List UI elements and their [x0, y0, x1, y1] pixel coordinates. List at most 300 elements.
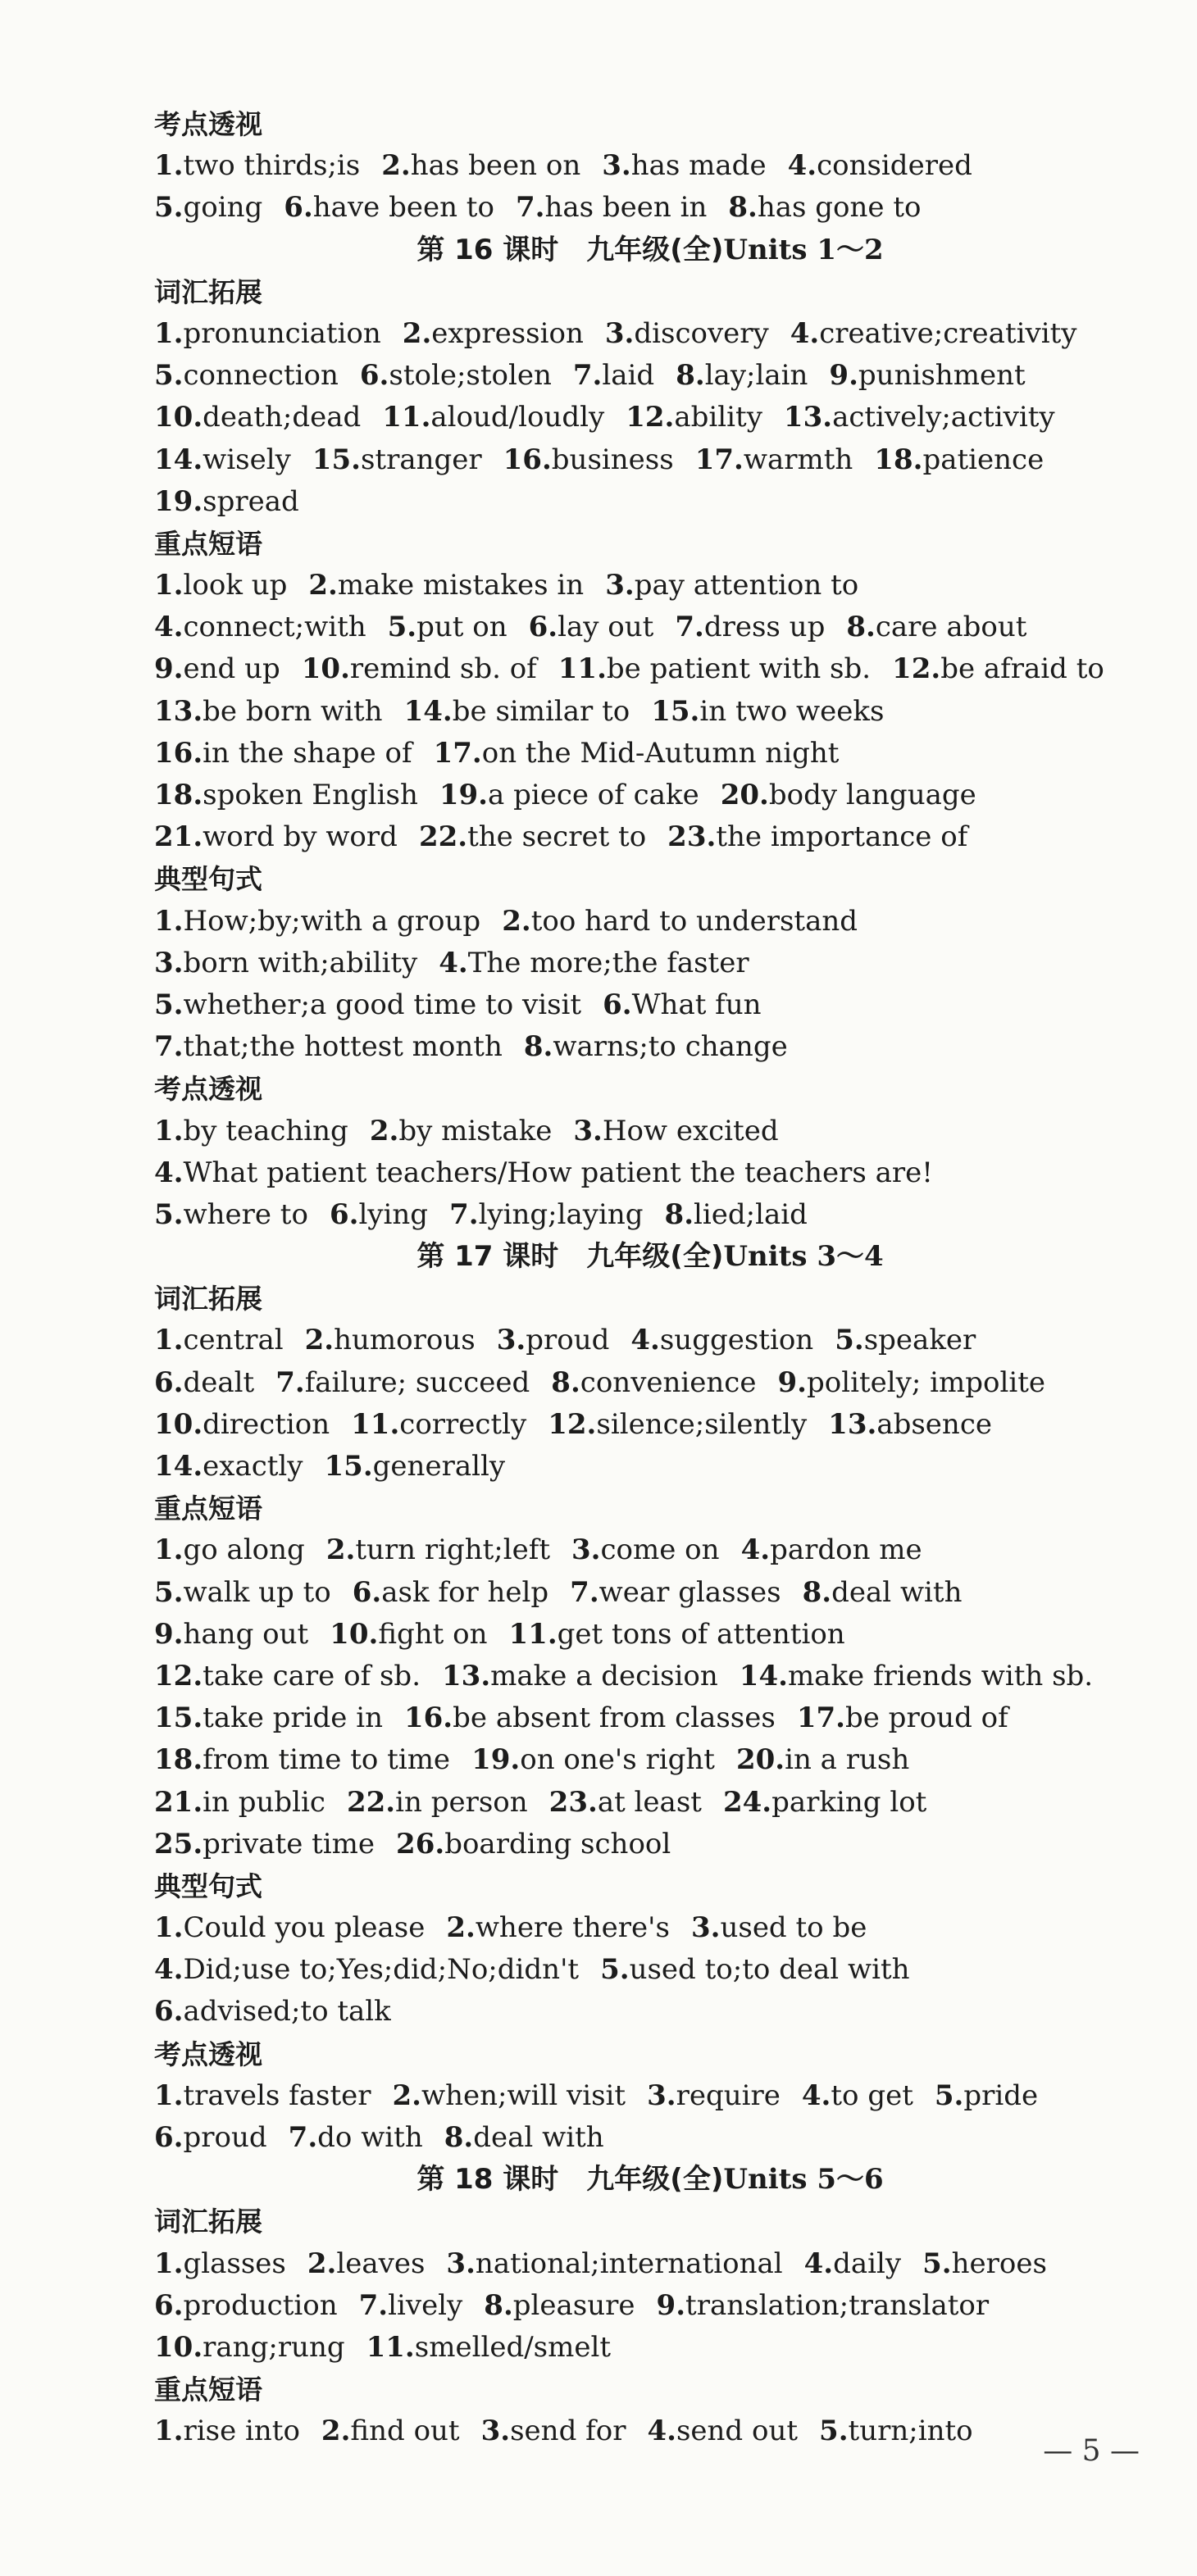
answer-text: warmth — [743, 443, 853, 476]
answer-item — [803, 1576, 963, 1609]
answer-item — [154, 2289, 338, 2322]
answer-number: 5. — [922, 2247, 952, 2280]
answer-item — [330, 1198, 428, 1231]
answer-text: by teaching — [183, 1114, 348, 1147]
answer-line — [154, 2075, 1179, 2117]
answer-item — [154, 149, 360, 182]
answer-number: 3. — [571, 1533, 601, 1567]
answer-number: 4. — [154, 1156, 184, 1189]
answer-text: dress up — [703, 611, 826, 644]
answer-item — [154, 1450, 303, 1483]
answer-line — [154, 691, 1179, 733]
answer-item — [647, 2415, 798, 2447]
answer-text: rang;rung — [203, 2330, 345, 2364]
answer-number: 3. — [602, 149, 631, 183]
answer-number: 3. — [496, 1324, 526, 1357]
answer-item — [353, 1576, 548, 1609]
answer-text: lay out — [558, 611, 654, 644]
answer-item — [548, 1408, 807, 1441]
answer-item — [651, 695, 884, 728]
answer-number: 1. — [154, 149, 184, 183]
answer-item — [549, 1786, 702, 1819]
answer-number: 5. — [154, 1197, 184, 1231]
answer-number: 3. — [573, 1114, 603, 1147]
answer-text: body language — [768, 779, 976, 811]
answer-text: suggestion — [659, 1324, 814, 1357]
answer-text: creative;creativity — [819, 316, 1077, 350]
answer-number: 5. — [387, 611, 417, 644]
answer-text: connect;with — [183, 611, 366, 644]
answer-text: How excited — [602, 1114, 779, 1147]
answer-number: 10. — [154, 401, 203, 434]
answer-text: central — [183, 1324, 284, 1357]
answer-text: convenience — [580, 1365, 757, 1399]
answer-number: 19. — [154, 484, 203, 518]
answer-line — [154, 775, 1179, 816]
answer-number: 2. — [369, 1114, 399, 1147]
answer-text: at least — [597, 1785, 702, 1819]
section-heading: 词汇拓展 — [154, 2206, 262, 2238]
answer-item — [154, 1953, 579, 1986]
answer-item — [516, 191, 707, 224]
answer-item — [804, 2247, 902, 2280]
answer-number: 6. — [352, 1575, 382, 1609]
lesson-title — [154, 1236, 1179, 1278]
answer-number: 4. — [790, 316, 820, 350]
answer-text: in person — [395, 1785, 528, 1819]
answer-text: has gone to — [757, 191, 922, 225]
answer-item — [381, 149, 580, 182]
answer-number: 7. — [572, 359, 603, 393]
answer-item — [419, 820, 646, 853]
answer-item — [728, 191, 921, 224]
answer-line — [154, 187, 1179, 229]
lesson-label: 第 17 课时 九年级(全) — [416, 1240, 724, 1274]
answer-text: heroes — [951, 2247, 1047, 2280]
answer-item — [404, 1701, 776, 1734]
answer-number: 7. — [570, 1575, 599, 1609]
answer-text: remind sb. of — [349, 652, 537, 686]
answer-item — [502, 905, 858, 938]
answer-text: turn right;left — [355, 1533, 550, 1567]
answer-line — [154, 565, 1179, 607]
answer-text: What patient teachers/How patient the teachers are! — [183, 1156, 933, 1189]
answer-text: by mistake — [398, 1114, 553, 1147]
answer-item — [308, 569, 584, 602]
answer-text: smelled/smelt — [414, 2330, 612, 2364]
answer-number: 13. — [154, 694, 203, 728]
answer-text: advised;to talk — [183, 1995, 391, 2029]
answer-item — [154, 1533, 305, 1566]
answer-number: 8. — [523, 1030, 553, 1064]
answer-item — [657, 2289, 990, 2322]
answer-number: 2. — [381, 149, 411, 183]
answer-item — [154, 611, 366, 643]
answer-text: be patient with sb. — [606, 652, 872, 686]
answer-item — [828, 1408, 992, 1441]
answer-text: going — [183, 191, 263, 225]
answer-item — [442, 1660, 718, 1692]
answer-line — [154, 2117, 1179, 2159]
answer-text: two thirds;is — [183, 149, 361, 183]
answer-item — [790, 317, 1077, 350]
answer-text: deal with — [473, 2121, 604, 2154]
answer-number: 1. — [154, 2247, 184, 2280]
answer-number: 4. — [154, 1953, 184, 1987]
answer-number: 13. — [442, 1659, 491, 1692]
answer-number: 15. — [312, 443, 361, 476]
answer-item — [307, 2247, 426, 2280]
answer-item — [321, 2415, 460, 2447]
answer-number: 1. — [154, 904, 184, 938]
answer-line — [154, 816, 1179, 858]
answer-item — [154, 779, 418, 811]
answer-text: lied;laid — [694, 1197, 808, 1231]
answer-item — [154, 401, 361, 434]
answer-item — [846, 611, 1026, 643]
answer-number: 18. — [874, 443, 923, 476]
answer-text: care about — [875, 611, 1027, 644]
answer-text: national;international — [475, 2247, 783, 2280]
answer-number: 7. — [288, 2121, 318, 2154]
answer-text: ask for help — [381, 1575, 549, 1609]
answer-item — [439, 779, 699, 811]
answer-text: death;dead — [203, 401, 362, 434]
answer-number: 5. — [154, 359, 184, 393]
answer-text: laid — [602, 359, 655, 393]
answer-text: born with;ability — [183, 946, 418, 979]
answer-number: 16. — [503, 443, 552, 476]
answer-line — [154, 439, 1179, 481]
answer-item — [154, 1995, 391, 2028]
answer-number: 5. — [154, 988, 184, 1021]
answer-item — [777, 1366, 1045, 1399]
answer-number: 23. — [667, 820, 717, 854]
answer-line — [154, 355, 1179, 397]
answer-text: wear glasses — [598, 1575, 781, 1609]
answer-number: 4. — [647, 2415, 676, 2448]
answer-number: 18. — [154, 779, 203, 811]
answer-line — [154, 1152, 1179, 1194]
answer-item — [154, 569, 287, 602]
answer-text: humorous — [334, 1324, 476, 1357]
answer-number: 3. — [446, 2247, 476, 2280]
answer-number: 16. — [403, 1701, 453, 1735]
section-heading: 词汇拓展 — [154, 275, 262, 308]
answer-text: on one's right — [520, 1743, 715, 1777]
answer-line — [154, 1572, 1179, 1614]
answer-item — [275, 1366, 530, 1399]
answer-number: 15. — [651, 694, 700, 728]
answer-text: considered — [817, 149, 972, 183]
answer-item — [829, 359, 1025, 392]
answer-number: 7. — [154, 1030, 184, 1064]
section-heading: 典型句式 — [154, 863, 262, 896]
answer-text: in public — [203, 1785, 325, 1819]
answer-text: parking lot — [771, 1785, 927, 1819]
answer-text: take pride in — [203, 1701, 383, 1735]
answer-item — [154, 359, 339, 392]
lesson-title — [154, 2159, 1179, 2201]
section-heading: 考点透视 — [154, 1073, 262, 1106]
answer-text: come on — [600, 1533, 720, 1567]
answer-text: stranger — [360, 443, 482, 476]
answer-item — [154, 1743, 450, 1776]
answer-line — [154, 984, 1179, 1026]
answer-number: 11. — [351, 1407, 400, 1441]
answer-text: make friends with sb. — [787, 1659, 1094, 1692]
answer-text: send out — [676, 2415, 799, 2448]
answer-text: be absent from classes — [453, 1701, 776, 1735]
answer-item — [524, 1030, 788, 1063]
answer-number: 12. — [548, 1407, 597, 1441]
answer-text: on the Mid-Autumn night — [481, 736, 840, 770]
answer-item — [359, 2289, 463, 2322]
answer-item — [403, 317, 584, 350]
answer-number: 22. — [418, 820, 468, 854]
answer-number: 5. — [600, 1953, 630, 1987]
answer-number: 13. — [828, 1407, 877, 1441]
answer-text: absence — [876, 1407, 992, 1441]
answer-item — [573, 1115, 778, 1147]
answer-number: 7. — [515, 191, 545, 225]
answer-item — [154, 2079, 371, 2112]
answer-number: 21. — [154, 1785, 203, 1819]
answer-item — [736, 1743, 909, 1776]
answer-number: 10. — [154, 1407, 203, 1441]
answer-text: do with — [317, 2121, 423, 2154]
answer-text: has been in — [544, 191, 708, 225]
answer-text: What fun — [631, 988, 762, 1021]
answer-item — [154, 2415, 300, 2447]
answer-item — [471, 1743, 715, 1776]
answer-number: 25. — [154, 1827, 203, 1860]
answer-item — [484, 2289, 635, 2322]
answer-item — [154, 1156, 933, 1189]
answer-line — [154, 901, 1179, 943]
answer-item — [446, 1911, 670, 1944]
answer-number: 3. — [605, 569, 635, 602]
answer-item — [444, 2121, 604, 2154]
answer-number: 8. — [444, 2121, 474, 2154]
answer-item — [366, 2331, 611, 2364]
answer-item — [509, 1618, 845, 1651]
answer-item — [154, 695, 383, 728]
answer-text: daily — [833, 2247, 902, 2280]
answer-line — [154, 1697, 1179, 1739]
answer-item — [326, 1533, 550, 1566]
answer-line — [154, 397, 1179, 438]
answer-item — [154, 2121, 267, 2154]
answer-text: correctly — [399, 1407, 527, 1441]
answer-item — [154, 2247, 286, 2280]
answer-text: get tons of attention — [557, 1617, 845, 1651]
answer-number: 9. — [829, 359, 858, 393]
answer-number: 4. — [801, 2079, 831, 2112]
answer-number: 4. — [740, 1533, 771, 1567]
answer-number: 2. — [502, 904, 531, 938]
answer-number: 23. — [548, 1785, 598, 1819]
answer-line — [154, 1782, 1179, 1824]
answer-item — [723, 1786, 926, 1819]
answer-item — [154, 737, 412, 770]
answer-number: 19. — [439, 779, 488, 811]
answer-text: hang out — [183, 1617, 309, 1651]
answer-text: in two weeks — [699, 694, 885, 728]
answer-text: connection — [183, 359, 339, 393]
answer-item — [351, 1408, 526, 1441]
answer-number: 17. — [796, 1701, 845, 1735]
answer-number: 3. — [154, 946, 184, 979]
answer-number: 17. — [433, 736, 482, 770]
answer-item — [626, 401, 762, 434]
answer-text: warns;to change — [553, 1030, 788, 1064]
answer-item — [388, 611, 507, 643]
answer-number: 8. — [551, 1365, 580, 1399]
answer-text: aloud/loudly — [430, 401, 605, 434]
lesson-label: 第 18 课时 九年级(全) — [416, 2163, 724, 2197]
answer-text: look up — [183, 569, 288, 602]
answer-item — [630, 1324, 813, 1356]
answer-item — [695, 443, 853, 476]
answer-item — [154, 1701, 383, 1734]
answer-text: Could you please — [183, 1911, 426, 1945]
answer-text: lying;laying — [478, 1197, 644, 1231]
answer-item — [370, 1115, 553, 1147]
answer-item — [676, 359, 808, 392]
answer-item — [892, 652, 1104, 685]
answer-item — [439, 947, 749, 979]
answer-item — [154, 652, 280, 685]
answer-number: 2. — [321, 2415, 351, 2448]
answer-number: 1. — [154, 1114, 184, 1147]
answer-item — [154, 1828, 375, 1860]
answer-number: 7. — [449, 1197, 479, 1231]
answer-item — [360, 359, 552, 392]
answer-item — [602, 149, 766, 182]
answer-number: 6. — [603, 988, 632, 1021]
answer-item — [691, 1911, 867, 1944]
answer-line — [154, 1991, 1179, 2033]
answer-line — [154, 2410, 1179, 2452]
answer-number: 10. — [301, 652, 350, 686]
answer-number: 8. — [802, 1575, 832, 1609]
answer-item — [797, 1701, 1008, 1734]
answer-item — [393, 2079, 626, 2112]
answer-text: translation;translator — [685, 2288, 990, 2322]
answer-number: 5. — [835, 1324, 864, 1357]
answer-item — [819, 2415, 973, 2447]
answer-number: 1. — [154, 569, 184, 602]
answer-number: 5. — [819, 2415, 849, 2448]
answer-item — [154, 1324, 284, 1356]
answer-text: when;will visit — [421, 2079, 626, 2112]
answer-text: boarding school — [444, 1827, 671, 1860]
answer-number: 2. — [392, 2079, 421, 2112]
answer-item — [835, 1324, 976, 1356]
answer-line — [154, 313, 1179, 355]
answer-text: exactly — [203, 1450, 303, 1483]
answer-number: 12. — [892, 652, 941, 686]
answer-text: generally — [372, 1450, 506, 1483]
answer-number: 2. — [307, 2247, 337, 2280]
answer-number: 9. — [154, 652, 184, 686]
answer-content — [154, 103, 1179, 2453]
answer-line — [154, 607, 1179, 648]
answer-line — [154, 1824, 1179, 1865]
answer-item — [154, 1366, 254, 1399]
answer-text: stole;stolen — [389, 359, 552, 393]
answer-text: lively — [388, 2288, 463, 2322]
answer-item — [573, 359, 654, 392]
answer-text: direction — [203, 1407, 330, 1441]
answer-text: find out — [350, 2415, 460, 2448]
answer-number: 10. — [154, 2330, 203, 2364]
answer-item — [312, 443, 482, 476]
answer-number: 2. — [325, 1533, 356, 1567]
answer-number: 21. — [154, 820, 203, 854]
answer-number: 16. — [154, 736, 203, 770]
answer-text: How;by;with a group — [183, 904, 481, 938]
answer-item — [647, 2079, 781, 2112]
answer-item — [784, 401, 1055, 434]
answer-text: pleasure — [512, 2288, 635, 2322]
answer-item — [788, 149, 972, 182]
answer-number: 11. — [366, 2330, 415, 2364]
answer-item — [302, 652, 537, 685]
answer-number: 1. — [154, 2415, 184, 2448]
answer-number: 6. — [528, 611, 558, 644]
answer-line — [154, 481, 1179, 523]
answer-text: require — [676, 2079, 781, 2112]
answer-line — [154, 1026, 1179, 1068]
answer-line — [154, 1907, 1179, 1949]
lesson-label: 第 16 课时 九年级(全) — [416, 233, 724, 266]
answer-text: in the shape of — [203, 736, 412, 770]
answer-number: 1. — [154, 2079, 184, 2112]
answer-number: 6. — [154, 2288, 184, 2322]
answer-number: 4. — [154, 611, 184, 644]
section-heading: 典型句式 — [154, 1870, 262, 1902]
answer-number: 3. — [480, 2415, 511, 2448]
answer-item — [740, 1660, 1093, 1692]
answer-item — [154, 485, 299, 518]
answer-text: The more;the faster — [467, 946, 749, 979]
answer-item — [154, 988, 581, 1021]
answer-number: 3. — [604, 316, 635, 350]
lesson-units: Units 3～4 — [723, 1240, 884, 1274]
answer-number: 4. — [439, 946, 468, 979]
answer-item — [154, 317, 381, 350]
answer-number: 9. — [777, 1365, 807, 1399]
answer-text: where to — [183, 1197, 308, 1231]
answer-line — [154, 2285, 1179, 2327]
answer-text: go along — [183, 1533, 305, 1567]
answer-line — [154, 1614, 1179, 1656]
answer-text: the secret to — [467, 820, 647, 854]
answer-text: leaves — [336, 2247, 426, 2280]
answer-number: 6. — [154, 1365, 184, 1399]
answer-item — [449, 1198, 643, 1231]
answer-number: 17. — [694, 443, 744, 476]
answer-item — [330, 1618, 487, 1651]
answer-item — [446, 2247, 782, 2280]
answer-text: speaker — [863, 1324, 976, 1357]
answer-line — [154, 2243, 1179, 2285]
answer-item — [600, 1953, 909, 1986]
section-heading: 重点短语 — [154, 527, 262, 560]
answer-line — [154, 1404, 1179, 1446]
